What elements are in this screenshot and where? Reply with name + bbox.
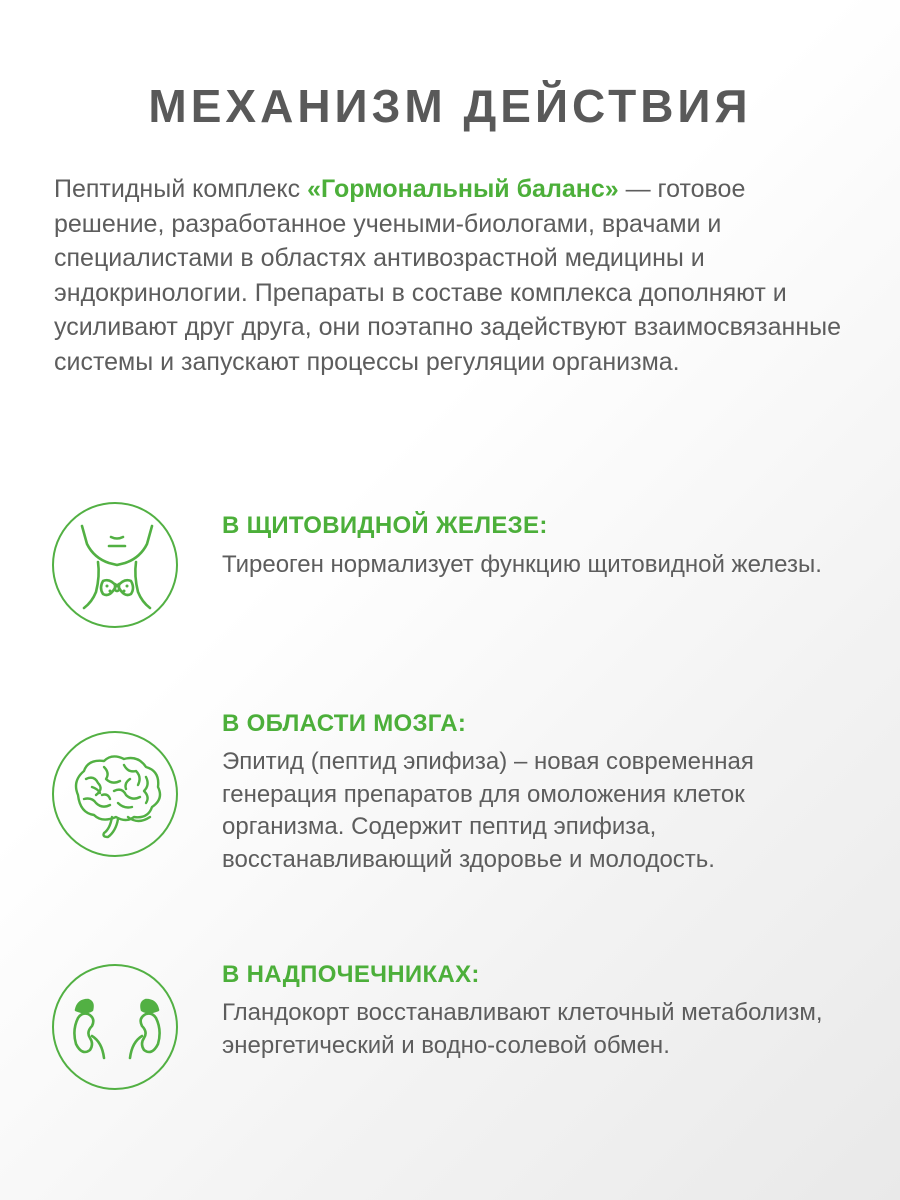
product-name: «Гормональный баланс» (307, 175, 619, 203)
section-text-adrenal: Гландокорт восстанавливают клеточный метаболизм, энергетический и водно-солевой обмен. (222, 999, 823, 1059)
thyroid-icon (52, 502, 178, 628)
section-text-thyroid: Тиреоген нормализует функцию щитовидной железы. (222, 551, 822, 578)
kidneys-icon (52, 964, 178, 1090)
brain-icon (52, 731, 178, 857)
section-heading-brain: В ОБЛАСТИ МОЗГА: (222, 710, 467, 737)
intro-paragraph (54, 172, 854, 379)
intro-text-end: — готовое решение, разработанное учеными-биологами, врачами и специалистами в областях антивозрастной медицины и эндокринологии. Препараты в составе комплекса дополняют и усиливают друг друга, они поэтапно задействуют взаимосвязанные системы и запускают процессы регуляции организма. (54, 175, 842, 376)
section-text-brain: Эпитид (пептид эпифиза) – новая современная генерация препаратов для омоложения клеток организма. Содержит пептид эпифиза, восстанавливающий здоровье и молодость. (222, 748, 754, 873)
page-title: МЕХАНИЗМ ДЕЙСТВИЯ (148, 80, 752, 132)
section-heading-thyroid: В ЩИТОВИДНОЙ ЖЕЛЕЗЕ: (222, 512, 548, 539)
intro-text-start: Пептидный комплекс (54, 175, 308, 203)
section-heading-adrenal: В НАДПОЧЕЧНИКАХ: (222, 961, 480, 988)
